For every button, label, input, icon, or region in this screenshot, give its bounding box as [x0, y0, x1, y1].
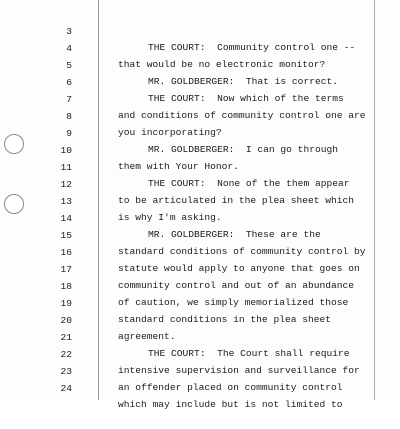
- line-text: to be articulated in the plea sheet which: [118, 195, 355, 206]
- line-number: 19: [60, 298, 72, 309]
- transcript-line: [0, 8, 400, 53]
- line-text: you incorporating?: [118, 127, 222, 138]
- line-number: 18: [60, 281, 72, 292]
- line-number: 5: [66, 60, 72, 71]
- line-text: them with Your Honor.: [118, 161, 239, 172]
- line-text: THE COURT: Now which of the terms: [148, 93, 344, 104]
- line-text: that would be no electronic monitor?: [118, 59, 326, 70]
- line-text: THE COURT: None of the them appear: [148, 178, 350, 189]
- line-number: 9: [66, 128, 72, 139]
- line-text: standard conditions of community control by: [118, 246, 366, 257]
- line-number: 21: [60, 332, 72, 343]
- line-number: 7: [66, 94, 72, 105]
- line-text: of caution, we simply memorialized those: [118, 297, 349, 308]
- line-number: 10: [60, 145, 72, 156]
- line-number: 4: [66, 43, 72, 54]
- line-number: 12: [60, 179, 72, 190]
- line-number: 11: [60, 162, 72, 173]
- line-text: standard conditions in the plea sheet: [118, 314, 332, 325]
- line-text: community control and out of an abundance: [118, 280, 355, 291]
- line-text: MR. GOLDBERGER: That is correct.: [148, 76, 338, 87]
- line-text: is why I'm asking.: [118, 212, 222, 223]
- line-number: 17: [60, 264, 72, 275]
- line-number: 23: [60, 366, 72, 377]
- line-text: MR. GOLDBERGER: I can go through: [148, 144, 338, 155]
- line-text: THE COURT: The Court shall require: [148, 348, 350, 359]
- line-text: an offender placed on community control: [118, 382, 343, 393]
- line-text: agreement.: [118, 331, 176, 342]
- line-text: THE COURT: Community control one --: [148, 42, 356, 53]
- line-number: 20: [60, 315, 72, 326]
- line-number: 3: [66, 26, 72, 37]
- line-number: 24: [60, 383, 72, 394]
- line-text: MR. GOLDBERGER: These are the: [148, 229, 321, 240]
- line-number: 13: [60, 196, 72, 207]
- line-text: which may include but is not limited to: [118, 399, 343, 410]
- line-number: 22: [60, 349, 72, 360]
- line-number: 8: [66, 111, 72, 122]
- line-number: 16: [60, 247, 72, 258]
- line-text: intensive supervision and surveillance for: [118, 365, 360, 376]
- line-number: 15: [60, 230, 72, 241]
- line-number: 6: [66, 77, 72, 88]
- line-number: 14: [60, 213, 72, 224]
- line-text: and conditions of community control one are: [118, 110, 366, 121]
- line-text: statute would apply to anyone that goes on: [118, 263, 360, 274]
